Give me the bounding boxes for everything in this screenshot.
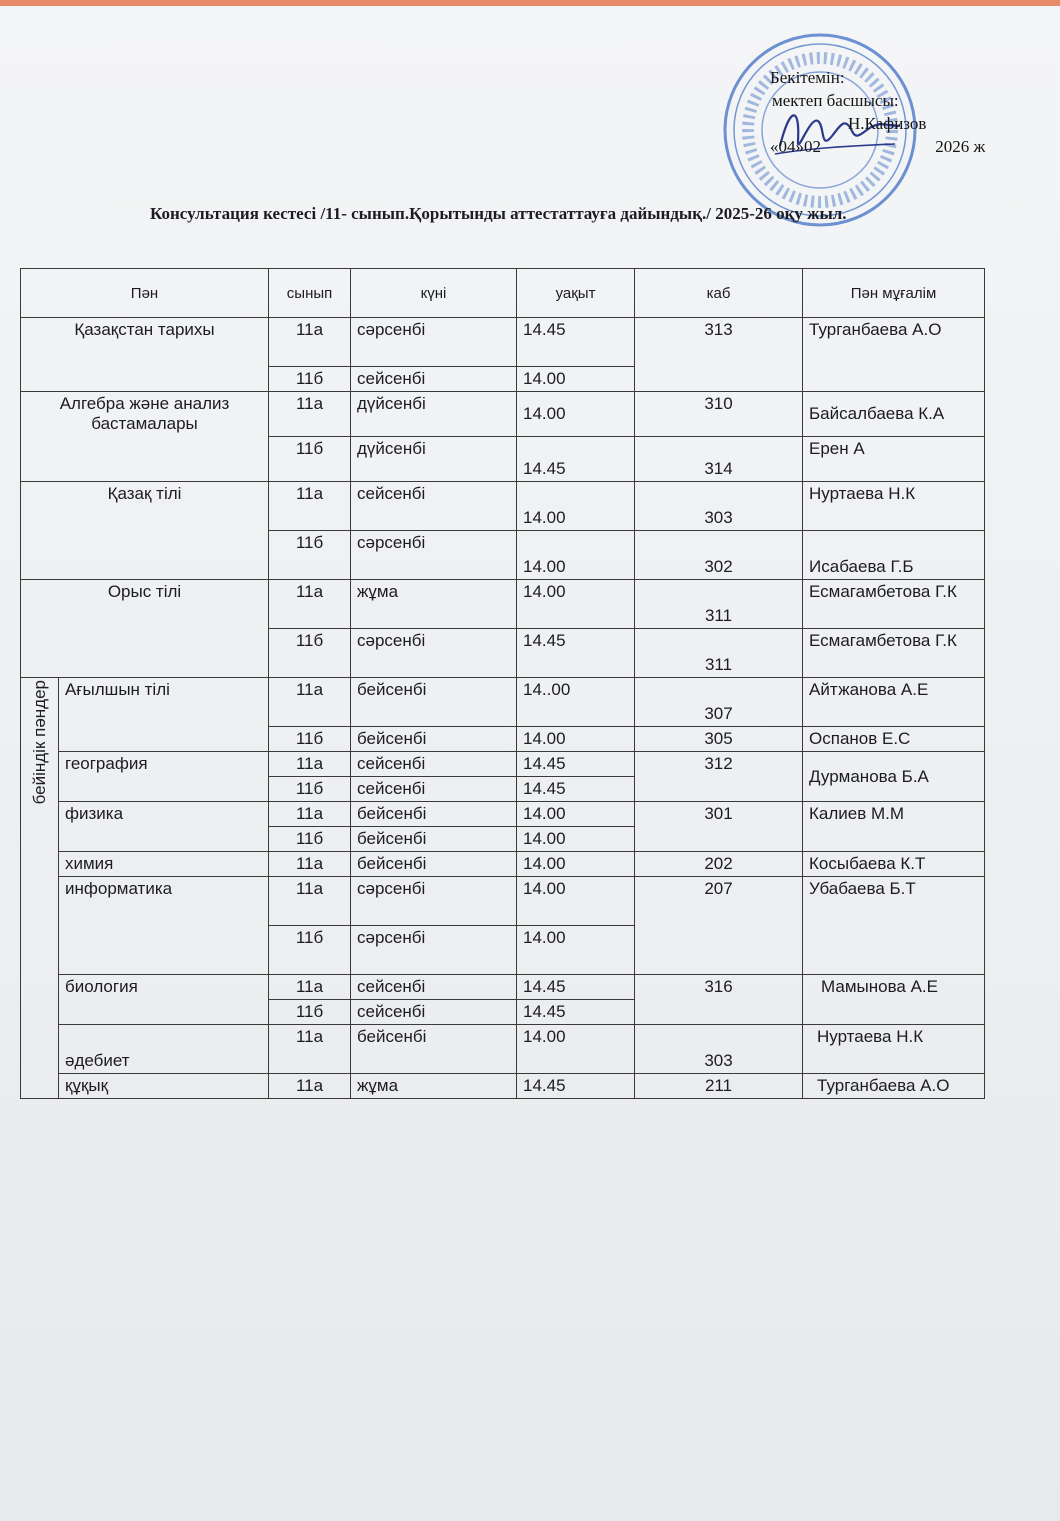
time-cell: 14.45 <box>517 629 635 678</box>
day-cell: сәрсенбі <box>351 629 517 678</box>
subject-cell: физика <box>59 802 269 852</box>
time-cell: 14.00 <box>517 802 635 827</box>
day-cell: дүйсенбі <box>351 437 517 482</box>
date-day: 04 <box>778 137 796 156</box>
teacher-cell: Исабаева Г.Б <box>803 531 985 580</box>
time-cell: 14.00 <box>517 531 635 580</box>
time-cell: 14.00 <box>517 727 635 752</box>
date-open-quote: « <box>770 137 779 156</box>
teacher-cell: Нуртаева Н.К <box>803 1025 985 1074</box>
class-cell: 11а <box>269 752 351 777</box>
teacher-cell: Убабаева Б.Т <box>803 877 985 975</box>
teacher-cell: Есмагамбетова Г.К <box>803 629 985 678</box>
teacher-cell: Ерен А <box>803 437 985 482</box>
approval-block <box>770 66 986 158</box>
time-cell: 14.45 <box>517 777 635 802</box>
time-cell: 14.45 <box>517 1000 635 1025</box>
day-cell: бейсенбі <box>351 802 517 827</box>
date-year: 2026 ж <box>935 137 986 156</box>
day-cell: сәрсенбі <box>351 318 517 367</box>
table-row <box>21 802 985 827</box>
approval-line-position: мектеп басшысы: <box>772 91 899 110</box>
day-cell: сейсенбі <box>351 777 517 802</box>
day-cell: сейсенбі <box>351 367 517 392</box>
teacher-cell: Байсалбаева К.А <box>803 392 985 437</box>
day-cell: сейсенбі <box>351 482 517 531</box>
teacher-cell: Есмагамбетова Г.К <box>803 580 985 629</box>
room-cell: 310 <box>635 392 803 437</box>
class-cell: 11а <box>269 852 351 877</box>
subject-cell: Орыс тілі <box>21 580 269 678</box>
subject-cell: Ағылшын тілі <box>59 678 269 752</box>
room-cell: 312 <box>635 752 803 802</box>
class-cell: 11а <box>269 802 351 827</box>
class-cell: 11а <box>269 318 351 367</box>
day-cell: жұма <box>351 1074 517 1099</box>
teacher-cell: Турганбаева А.О <box>803 318 985 392</box>
time-cell: 14.00 <box>517 827 635 852</box>
class-cell: 11а <box>269 1074 351 1099</box>
header-time: уақыт <box>517 269 635 318</box>
room-cell: 307 <box>635 678 803 727</box>
subject-cell: информатика <box>59 877 269 975</box>
header-teacher: Пән мұғалім <box>803 269 985 318</box>
subject-cell: Алгебра және анализ бастамалары <box>21 392 269 482</box>
class-cell: 11а <box>269 580 351 629</box>
subject-cell: биология <box>59 975 269 1025</box>
room-cell: 311 <box>635 580 803 629</box>
time-cell: 14.00 <box>517 926 635 975</box>
approval-line-name: Н.Кафизов <box>848 114 927 133</box>
class-cell: 11б <box>269 827 351 852</box>
time-cell: 14.00 <box>517 580 635 629</box>
class-cell: 11б <box>269 437 351 482</box>
room-cell: 302 <box>635 531 803 580</box>
class-cell: 11б <box>269 367 351 392</box>
time-cell: 14.00 <box>517 392 635 437</box>
day-cell: бейсенбі <box>351 678 517 727</box>
subject-cell: әдебиет <box>59 1025 269 1074</box>
header-class: сынып <box>269 269 351 318</box>
room-cell: 311 <box>635 629 803 678</box>
header-room: каб <box>635 269 803 318</box>
teacher-cell: Дурманова Б.А <box>803 752 985 802</box>
table-row <box>21 852 985 877</box>
time-cell: 14.45 <box>517 318 635 367</box>
table-row <box>21 1074 985 1099</box>
day-cell: сәрсенбі <box>351 926 517 975</box>
class-cell: 11б <box>269 531 351 580</box>
room-cell: 211 <box>635 1074 803 1099</box>
approval-line-approved: Бекітемін: <box>770 68 845 87</box>
class-cell: 11а <box>269 482 351 531</box>
time-cell: 14..00 <box>517 678 635 727</box>
time-cell: 14.45 <box>517 1074 635 1099</box>
teacher-cell: Турганбаева А.О <box>803 1074 985 1099</box>
header-subject: Пән <box>21 269 269 318</box>
time-cell: 14.00 <box>517 877 635 926</box>
room-cell: 316 <box>635 975 803 1025</box>
class-cell: 11б <box>269 926 351 975</box>
time-cell: 14.45 <box>517 437 635 482</box>
table-row <box>21 752 985 777</box>
class-cell: 11а <box>269 678 351 727</box>
header-row <box>21 269 985 318</box>
day-cell: сейсенбі <box>351 975 517 1000</box>
approval-line-date <box>770 135 986 158</box>
teacher-cell: Айтжанова А.Е <box>803 678 985 727</box>
table-row <box>21 1025 985 1074</box>
room-cell: 314 <box>635 437 803 482</box>
class-cell: 11б <box>269 777 351 802</box>
room-cell: 207 <box>635 877 803 975</box>
profile-subjects-group-cell <box>21 678 59 1099</box>
class-cell: 11а <box>269 975 351 1000</box>
table-row <box>21 580 985 629</box>
teacher-cell: Косыбаева К.Т <box>803 852 985 877</box>
time-cell: 14.00 <box>517 852 635 877</box>
table-row <box>21 975 985 1000</box>
class-cell: 11б <box>269 1000 351 1025</box>
day-cell: дүйсенбі <box>351 392 517 437</box>
day-cell: сәрсенбі <box>351 877 517 926</box>
time-cell: 14.00 <box>517 367 635 392</box>
table-row <box>21 877 985 926</box>
table-row <box>21 482 985 531</box>
teacher-cell: Мамынова А.Е <box>803 975 985 1025</box>
table-row <box>21 678 985 727</box>
day-cell: бейсенбі <box>351 852 517 877</box>
day-cell: бейсенбі <box>351 827 517 852</box>
day-cell: сәрсенбі <box>351 531 517 580</box>
group-label: бейіндік пәндер <box>29 680 49 805</box>
date-close-quote: » <box>795 137 804 156</box>
room-cell: 303 <box>635 1025 803 1074</box>
room-cell: 202 <box>635 852 803 877</box>
time-cell: 14.00 <box>517 482 635 531</box>
teacher-cell: Калиев М.М <box>803 802 985 852</box>
subject-cell: химия <box>59 852 269 877</box>
class-cell: 11а <box>269 877 351 926</box>
day-cell: жұма <box>351 580 517 629</box>
subject-cell: Қазақстан тарихы <box>21 318 269 392</box>
class-cell: 11а <box>269 1025 351 1074</box>
table-row <box>21 318 985 367</box>
table-row <box>21 392 985 437</box>
subject-cell: Қазақ тілі <box>21 482 269 580</box>
time-cell: 14.45 <box>517 975 635 1000</box>
date-month: 02 <box>804 137 821 156</box>
subject-cell: география <box>59 752 269 802</box>
day-cell: бейсенбі <box>351 1025 517 1074</box>
time-cell: 14.45 <box>517 752 635 777</box>
room-cell: 303 <box>635 482 803 531</box>
time-cell: 14.00 <box>517 1025 635 1074</box>
consultation-schedule-table <box>20 268 985 1099</box>
room-cell: 305 <box>635 727 803 752</box>
class-cell: 11а <box>269 392 351 437</box>
header-day: күні <box>351 269 517 318</box>
day-cell: сейсенбі <box>351 1000 517 1025</box>
subject-cell: құқық <box>59 1074 269 1099</box>
document-title: Консультация кестесі /11- сынып.Қорытынды аттестаттауға дайындық./ 2025-26 оқу жыл. <box>150 204 847 223</box>
teacher-cell: Нуртаева Н.К <box>803 482 985 531</box>
class-cell: 11б <box>269 727 351 752</box>
day-cell: бейсенбі <box>351 727 517 752</box>
room-cell: 301 <box>635 802 803 852</box>
teacher-cell: Оспанов Е.С <box>803 727 985 752</box>
day-cell: сейсенбі <box>351 752 517 777</box>
room-cell: 313 <box>635 318 803 392</box>
class-cell: 11б <box>269 629 351 678</box>
